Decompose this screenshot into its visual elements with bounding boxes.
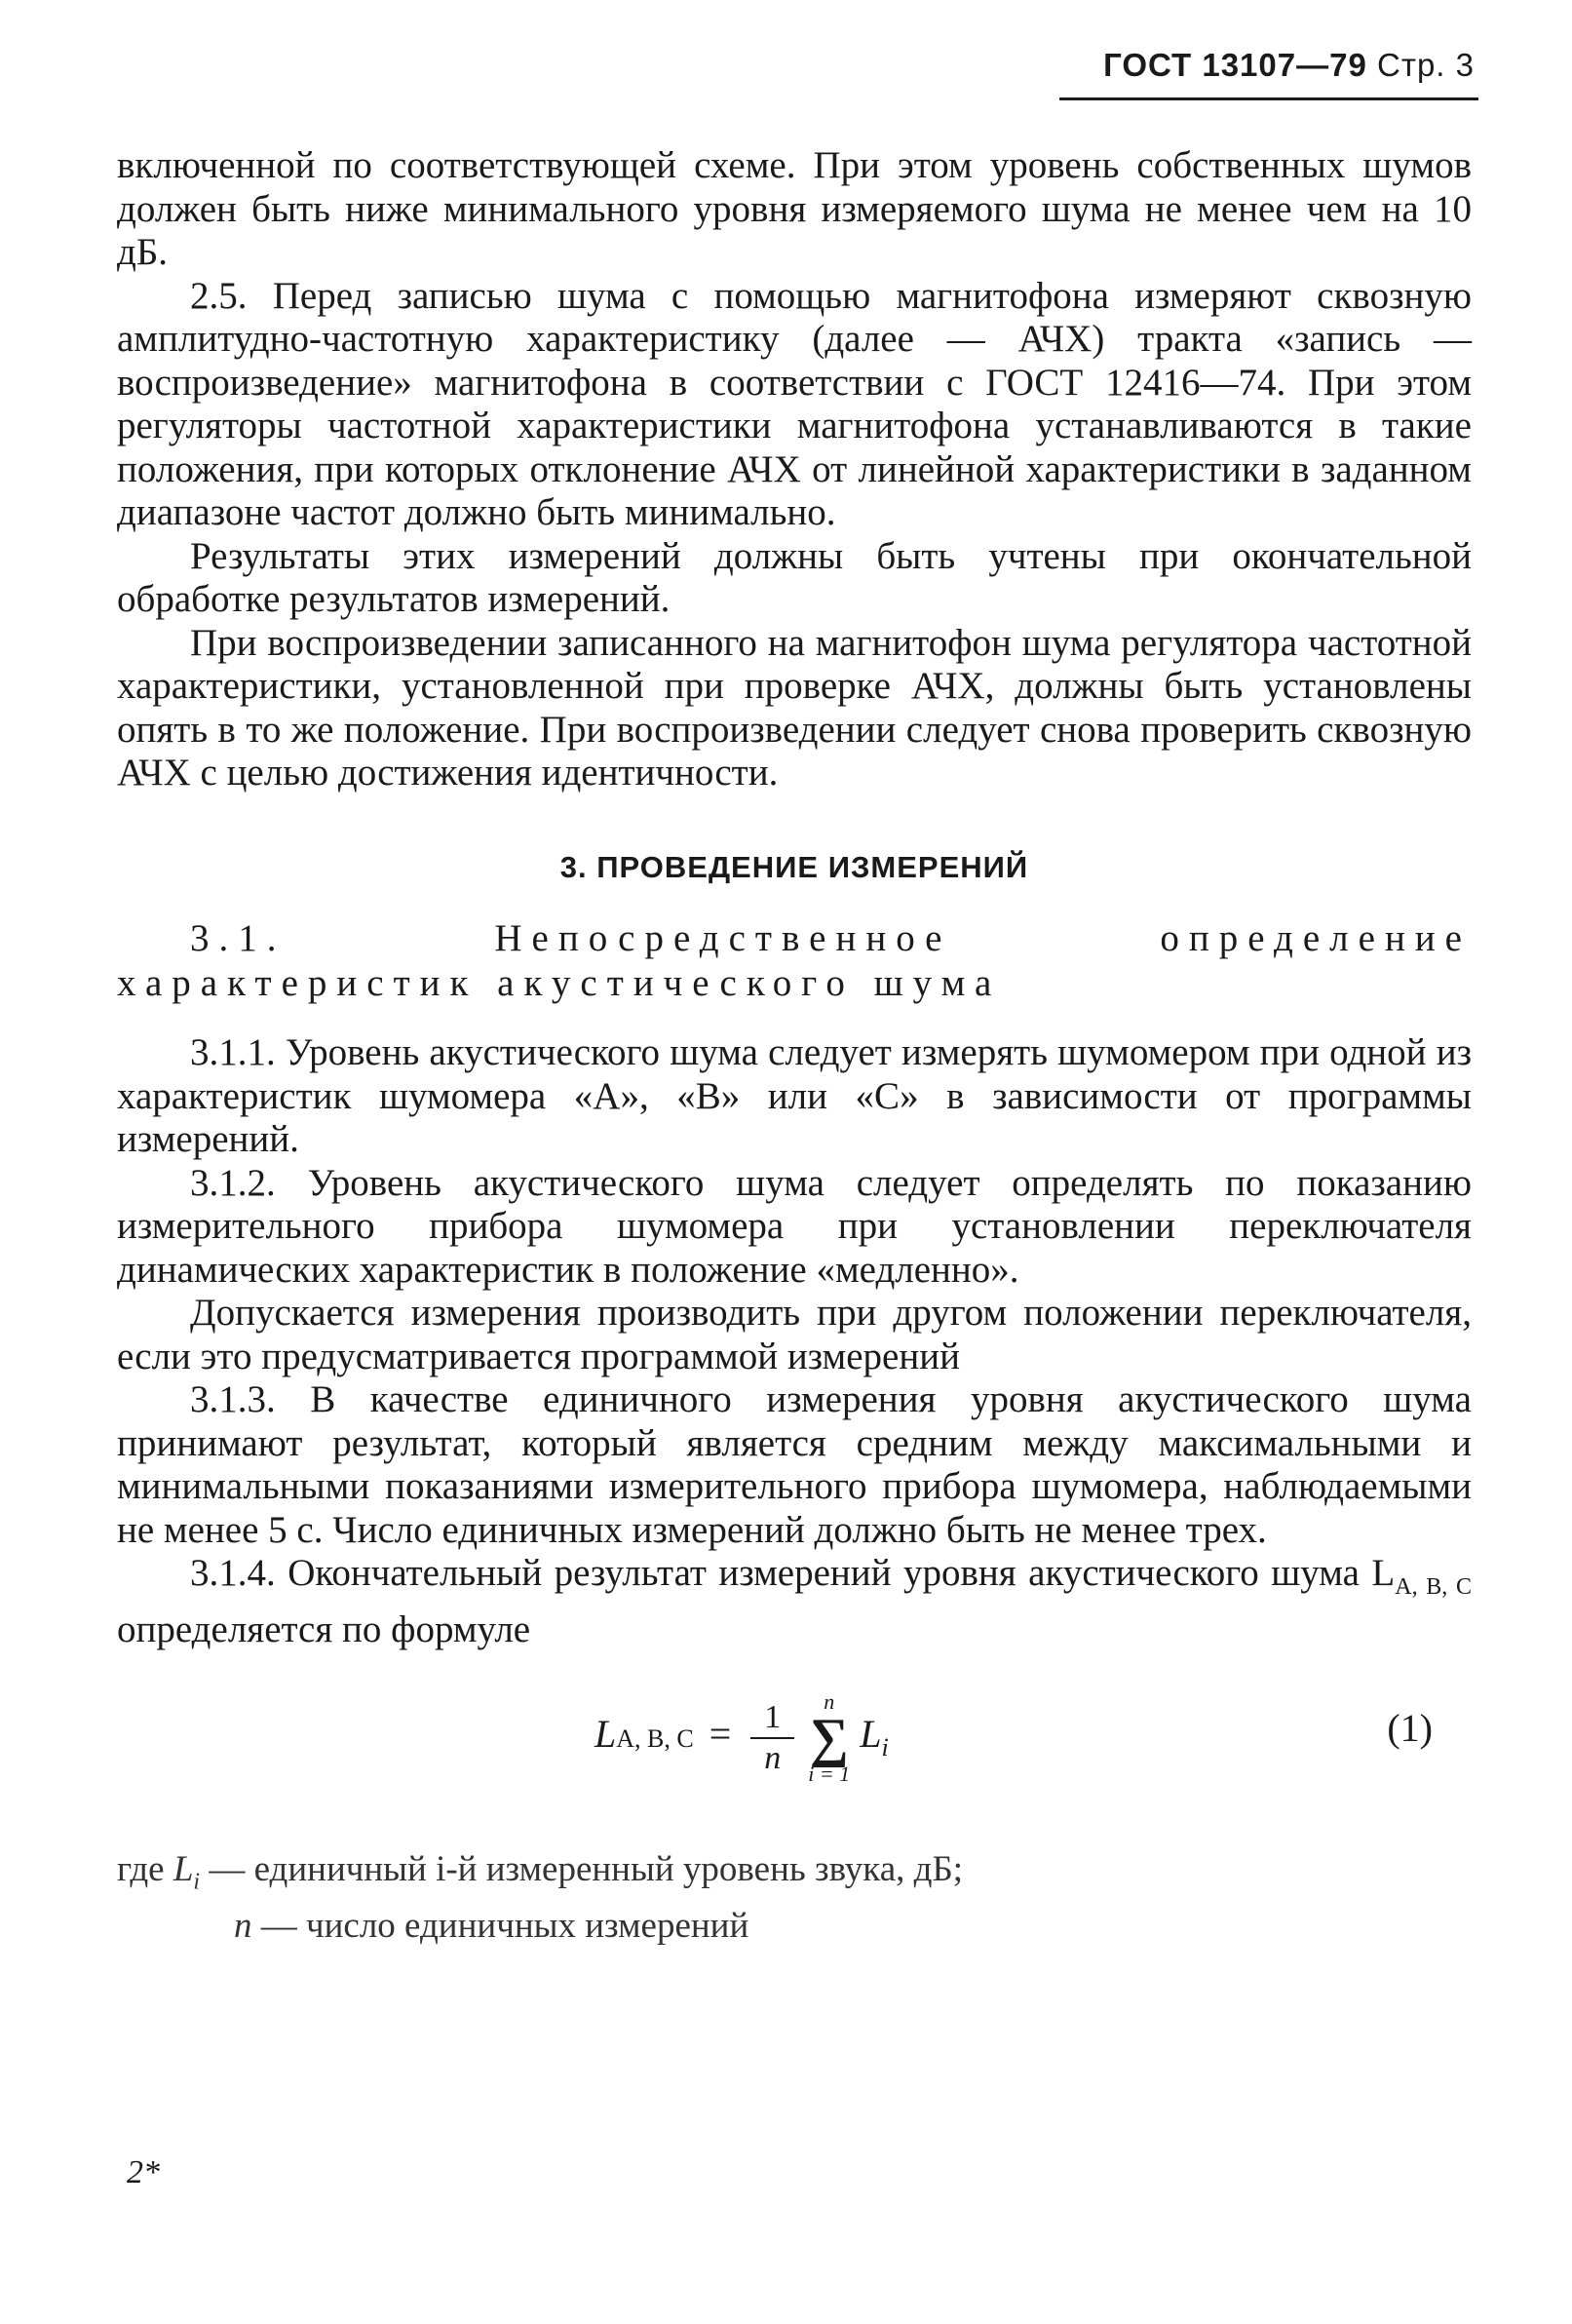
legend-prefix: где: [117, 1848, 173, 1889]
formula-equals: =: [709, 1711, 732, 1756]
formula-sum: [808, 1688, 851, 1786]
paragraph-3-1-4-text: 3.1.4. Окончательный результат измерений уровня акустического шума L: [190, 1552, 1396, 1594]
paragraph-3-1-1: 3.1.1. Уровень акустического шума следует измерять шумомером при одной из характеристик шумомера «А», «В» или «С» в зависимости от программы измерений.: [117, 1031, 1472, 1160]
subsection-title: 3.1. Непосредственное определение характеристик акустического шума: [117, 917, 1472, 1004]
legend-n-symbol: n: [234, 1906, 252, 1947]
standard-number: ГОСТ 13107—79: [1103, 47, 1367, 83]
formula-term: L: [860, 1711, 882, 1756]
formula-numerator: 1: [750, 1698, 794, 1739]
header-rule: [1059, 97, 1478, 100]
formula-lhs: L: [594, 1711, 617, 1756]
paragraph-3-1-4-sub: A, B, C: [1395, 1573, 1472, 1600]
formula-denominator: n: [764, 1739, 782, 1776]
legend-n-text: — число единичных измерений: [251, 1906, 749, 1947]
paragraph-3-1-2: 3.1.2. Уровень акустического шума следует определять по показанию измерительного прибора шумомера при установлении переключателя динамических характеристик в положение «медленно».: [117, 1161, 1472, 1291]
signature-mark: 2*: [127, 2154, 160, 2190]
section-title: 3. ПРОВЕДЕНИЕ ИЗМЕРЕНИЙ: [559, 849, 1029, 884]
formula-sum-lower: i = 1: [808, 1761, 851, 1786]
legend-li-sub: i: [193, 1869, 201, 1895]
page-number: Стр. 3: [1377, 47, 1475, 83]
formula-expression: [594, 1688, 889, 1786]
paragraph-2-5: 2.5. Перед записью шума с помощью магнитофона измеряют сквозную амплитудно-частотную характеристику (далее — АЧХ) тракта «запись — воспроизведение» магнитофона в соответствии с ГОСТ 12416—74. При этом регуляторы частотной характеристики магнитофона устанавливаются в такие положения, при которых отклонение АЧХ от линейной характеристики в заданном диапазоне частот должно быть минимально.: [117, 274, 1472, 533]
legend-line-li: [117, 1847, 1472, 1904]
paragraph-playback: При воспроизведении записанного на магнитофон шума регулятора частотной характеристики, установленной при проверке АЧХ, должны быть установлены опять в то же положение. При воспроизведении следует снова проверить сквозную АЧХ с целью достижения идентичности.: [117, 621, 1472, 794]
legend-line-n: [117, 1904, 1472, 1949]
legend-li-text: — единичный i-й измеренный уровень звука, дБ;: [200, 1848, 964, 1889]
sigma-icon: ∑: [809, 1707, 849, 1768]
legend-li-symbol: L: [173, 1848, 194, 1889]
paragraph-3-1-3: 3.1.3. В качестве единичного измерения уровня акустического шума принимают результат, который является средним между максимальными и минимальными показаниями измерительного прибора шумомера, наблюдаемыми не менее 5 с. Число единичных измерений должно быть не менее трех.: [117, 1378, 1472, 1551]
formula-term-sub: i: [881, 1732, 889, 1762]
formula-legend: [117, 1847, 1472, 1949]
paragraph-results: Результаты этих измерений должны быть учтены при окончательной обработке результатов измерений.: [117, 534, 1472, 620]
formula-sum-upper: n: [824, 1688, 835, 1714]
paragraph-continuation: включенной по соответствующей схеме. При этом уровень собственных шумов должен быть ниже минимального уровня измеряемого шума не менее чем на 10 дБ.: [117, 144, 1472, 273]
formula-fraction: [750, 1698, 794, 1778]
page-header: [1103, 47, 1475, 84]
formula-1: [117, 1672, 1472, 1818]
paragraph-allowed: Допускается измерения производить при другом положении переключателя, если это предусматривается программой измерений: [117, 1292, 1472, 1377]
formula-number: (1): [1387, 1705, 1433, 1750]
page-body: [117, 144, 1472, 1949]
formula-lhs-sub: A, B, C: [616, 1724, 694, 1753]
paragraph-3-1-4-tail: определяется по формуле: [117, 1608, 531, 1651]
paragraph-3-1-4: [117, 1552, 1472, 1652]
